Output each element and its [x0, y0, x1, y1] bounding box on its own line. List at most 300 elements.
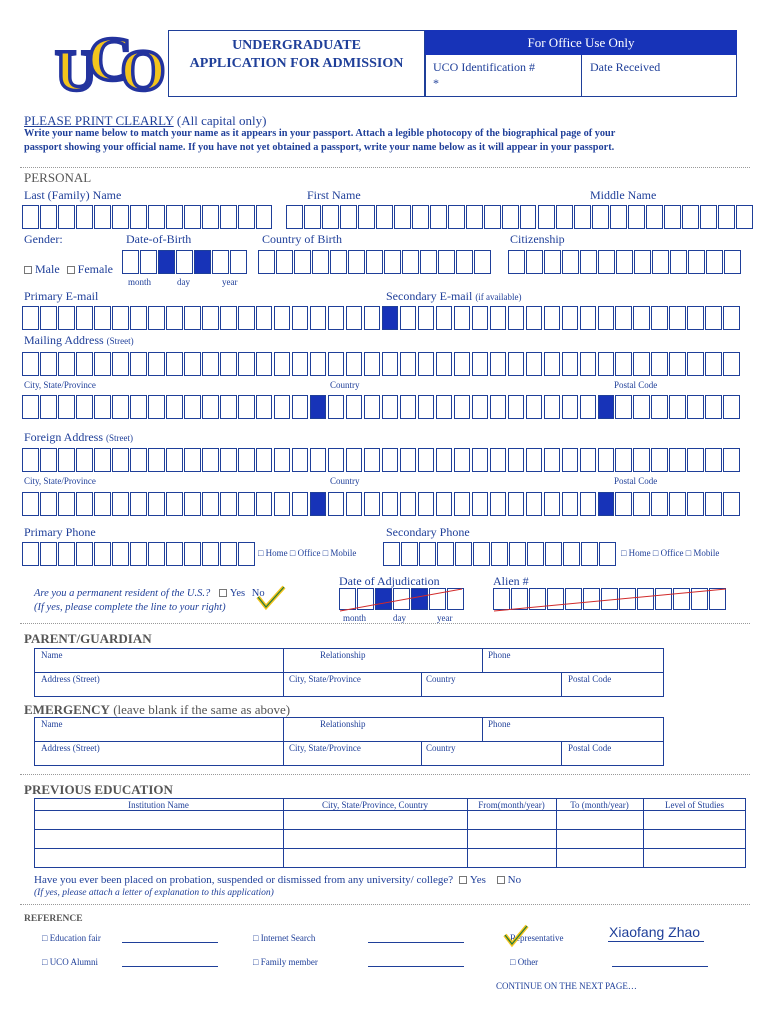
char-box[interactable]: [723, 448, 740, 472]
char-box[interactable]: [526, 448, 543, 472]
char-box[interactable]: [202, 542, 219, 566]
char-box[interactable]: [670, 250, 687, 274]
char-box[interactable]: [166, 542, 183, 566]
char-box[interactable]: [364, 306, 381, 330]
char-box[interactable]: [723, 352, 740, 376]
char-box[interactable]: [256, 448, 273, 472]
char-box[interactable]: [256, 492, 273, 516]
representative-name[interactable]: Xiaofang Zhao: [609, 924, 701, 940]
char-box[interactable]: [274, 448, 291, 472]
char-box[interactable]: [322, 205, 339, 229]
dob-boxes[interactable]: [122, 250, 248, 274]
char-box[interactable]: [454, 448, 471, 472]
char-box[interactable]: [687, 395, 704, 419]
char-box[interactable]: [40, 395, 57, 419]
char-box[interactable]: [310, 448, 327, 472]
char-box[interactable]: [76, 352, 93, 376]
char-box[interactable]: [382, 492, 399, 516]
char-box[interactable]: [184, 205, 201, 229]
char-box[interactable]: [400, 448, 417, 472]
char-box[interactable]: [718, 205, 735, 229]
char-box[interactable]: [382, 306, 399, 330]
char-box[interactable]: [508, 448, 525, 472]
char-box[interactable]: [382, 352, 399, 376]
char-box[interactable]: [304, 205, 321, 229]
char-box[interactable]: [687, 352, 704, 376]
char-box[interactable]: [430, 205, 447, 229]
char-box[interactable]: [687, 448, 704, 472]
char-box[interactable]: [76, 542, 93, 566]
char-box[interactable]: [615, 448, 632, 472]
char-box[interactable]: [472, 306, 489, 330]
char-box[interactable]: [705, 352, 722, 376]
perm-yes-checkbox[interactable]: [219, 589, 227, 597]
char-box[interactable]: [292, 395, 309, 419]
char-box[interactable]: [310, 306, 327, 330]
char-box[interactable]: [382, 395, 399, 419]
char-box[interactable]: [436, 352, 453, 376]
char-box[interactable]: [148, 352, 165, 376]
char-box[interactable]: [491, 542, 508, 566]
char-box[interactable]: [40, 448, 57, 472]
char-box[interactable]: [130, 542, 147, 566]
char-box[interactable]: [418, 448, 435, 472]
char-box[interactable]: [112, 352, 129, 376]
char-box[interactable]: [22, 542, 39, 566]
char-box[interactable]: [723, 492, 740, 516]
char-box[interactable]: [148, 448, 165, 472]
char-box[interactable]: [646, 205, 663, 229]
char-box[interactable]: [112, 448, 129, 472]
char-box[interactable]: [400, 352, 417, 376]
char-box[interactable]: [633, 352, 650, 376]
char-box[interactable]: [544, 306, 561, 330]
char-box[interactable]: [562, 306, 579, 330]
char-box[interactable]: [94, 306, 111, 330]
ref-education-fair-line[interactable]: [122, 933, 218, 943]
char-box[interactable]: [490, 352, 507, 376]
char-box[interactable]: [340, 205, 357, 229]
char-box[interactable]: [58, 395, 75, 419]
char-box[interactable]: [40, 306, 57, 330]
char-box[interactable]: [274, 492, 291, 516]
char-box[interactable]: [230, 250, 247, 274]
char-box[interactable]: [651, 395, 668, 419]
char-box[interactable]: [562, 250, 579, 274]
char-box[interactable]: [580, 448, 597, 472]
char-box[interactable]: [364, 395, 381, 419]
char-box[interactable]: [508, 352, 525, 376]
char-box[interactable]: [454, 306, 471, 330]
char-box[interactable]: [562, 395, 579, 419]
char-box[interactable]: [256, 205, 273, 229]
country-birth-boxes[interactable]: [258, 250, 492, 274]
char-box[interactable]: [58, 542, 75, 566]
ref-education-fair-checkbox[interactable]: □: [42, 933, 50, 943]
char-box[interactable]: [651, 492, 668, 516]
char-box[interactable]: [202, 395, 219, 419]
char-box[interactable]: [184, 492, 201, 516]
char-box[interactable]: [419, 542, 436, 566]
foreign-city-boxes[interactable]: [22, 492, 741, 516]
char-box[interactable]: [664, 205, 681, 229]
char-box[interactable]: [651, 352, 668, 376]
char-box[interactable]: [286, 205, 303, 229]
char-box[interactable]: [94, 395, 111, 419]
char-box[interactable]: [202, 306, 219, 330]
char-box[interactable]: [508, 395, 525, 419]
char-box[interactable]: [176, 250, 193, 274]
char-box[interactable]: [455, 542, 472, 566]
char-box[interactable]: [22, 205, 39, 229]
ref-family-checkbox[interactable]: □: [253, 957, 261, 967]
char-box[interactable]: [402, 250, 419, 274]
char-box[interactable]: [130, 306, 147, 330]
char-box[interactable]: [276, 250, 293, 274]
char-box[interactable]: [418, 306, 435, 330]
mailing-city-boxes[interactable]: [22, 395, 741, 419]
char-box[interactable]: [616, 250, 633, 274]
char-box[interactable]: [238, 542, 255, 566]
char-box[interactable]: [490, 306, 507, 330]
char-box[interactable]: [634, 250, 651, 274]
char-box[interactable]: [166, 492, 183, 516]
char-box[interactable]: [220, 542, 237, 566]
char-box[interactable]: [454, 492, 471, 516]
char-box[interactable]: [490, 448, 507, 472]
char-box[interactable]: [212, 250, 229, 274]
char-box[interactable]: [148, 306, 165, 330]
char-box[interactable]: [166, 448, 183, 472]
char-box[interactable]: [184, 395, 201, 419]
char-box[interactable]: [706, 250, 723, 274]
char-box[interactable]: [562, 492, 579, 516]
char-box[interactable]: [184, 448, 201, 472]
char-box[interactable]: [292, 352, 309, 376]
char-box[interactable]: [490, 492, 507, 516]
ref-internet-checkbox[interactable]: □: [253, 933, 261, 943]
char-box[interactable]: [112, 395, 129, 419]
ref-alumni-line[interactable]: [122, 957, 218, 967]
char-box[interactable]: [436, 306, 453, 330]
char-box[interactable]: [148, 395, 165, 419]
secondary-phone-boxes[interactable]: [383, 542, 617, 566]
char-box[interactable]: [220, 492, 237, 516]
char-box[interactable]: [346, 395, 363, 419]
char-box[interactable]: [669, 448, 686, 472]
char-box[interactable]: [166, 306, 183, 330]
char-box[interactable]: [400, 395, 417, 419]
char-box[interactable]: [94, 352, 111, 376]
char-box[interactable]: [580, 306, 597, 330]
char-box[interactable]: [384, 250, 401, 274]
char-box[interactable]: [472, 395, 489, 419]
char-box[interactable]: [274, 395, 291, 419]
char-box[interactable]: [490, 395, 507, 419]
char-box[interactable]: [364, 448, 381, 472]
char-box[interactable]: [669, 306, 686, 330]
char-box[interactable]: [615, 492, 632, 516]
char-box[interactable]: [615, 352, 632, 376]
primary-phone-boxes[interactable]: [22, 542, 256, 566]
char-box[interactable]: [330, 250, 347, 274]
char-box[interactable]: [598, 352, 615, 376]
char-box[interactable]: [581, 542, 598, 566]
char-box[interactable]: [437, 542, 454, 566]
char-box[interactable]: [202, 492, 219, 516]
char-box[interactable]: [122, 250, 139, 274]
char-box[interactable]: [454, 395, 471, 419]
char-box[interactable]: [472, 492, 489, 516]
char-box[interactable]: [310, 492, 327, 516]
char-box[interactable]: [615, 395, 632, 419]
char-box[interactable]: [526, 352, 543, 376]
char-box[interactable]: [40, 542, 57, 566]
char-box[interactable]: [400, 492, 417, 516]
char-box[interactable]: [682, 205, 699, 229]
char-box[interactable]: [256, 306, 273, 330]
char-box[interactable]: [508, 250, 525, 274]
char-box[interactable]: [220, 205, 237, 229]
char-box[interactable]: [556, 205, 573, 229]
char-box[interactable]: [580, 492, 597, 516]
char-box[interactable]: [520, 205, 537, 229]
char-box[interactable]: [598, 395, 615, 419]
char-box[interactable]: [94, 542, 111, 566]
char-box[interactable]: [592, 205, 609, 229]
char-box[interactable]: [456, 250, 473, 274]
char-box[interactable]: [76, 395, 93, 419]
char-box[interactable]: [346, 448, 363, 472]
char-box[interactable]: [544, 250, 561, 274]
char-box[interactable]: [633, 448, 650, 472]
char-box[interactable]: [436, 448, 453, 472]
char-box[interactable]: [376, 205, 393, 229]
char-box[interactable]: [94, 492, 111, 516]
char-box[interactable]: [22, 306, 39, 330]
char-box[interactable]: [346, 492, 363, 516]
char-box[interactable]: [94, 205, 111, 229]
probation-no-checkbox[interactable]: [497, 876, 505, 884]
char-box[interactable]: [58, 448, 75, 472]
char-box[interactable]: [58, 306, 75, 330]
char-box[interactable]: [238, 352, 255, 376]
char-box[interactable]: [364, 352, 381, 376]
mailing-street-boxes[interactable]: [22, 352, 741, 376]
char-box[interactable]: [292, 306, 309, 330]
ref-alumni-checkbox[interactable]: □: [42, 957, 50, 967]
char-box[interactable]: [544, 395, 561, 419]
char-box[interactable]: [292, 492, 309, 516]
char-box[interactable]: [580, 352, 597, 376]
char-box[interactable]: [94, 448, 111, 472]
primary-phone-types[interactable]: □ Home □ Office □ Mobile: [258, 548, 357, 558]
char-box[interactable]: [184, 352, 201, 376]
char-box[interactable]: [166, 395, 183, 419]
char-box[interactable]: [312, 250, 329, 274]
char-box[interactable]: [502, 205, 519, 229]
char-box[interactable]: [22, 352, 39, 376]
middle-name-boxes[interactable]: [538, 205, 754, 229]
char-box[interactable]: [58, 352, 75, 376]
char-box[interactable]: [40, 352, 57, 376]
char-box[interactable]: [238, 395, 255, 419]
char-box[interactable]: [472, 448, 489, 472]
char-box[interactable]: [580, 250, 597, 274]
char-box[interactable]: [346, 352, 363, 376]
char-box[interactable]: [580, 395, 597, 419]
char-box[interactable]: [736, 205, 753, 229]
char-box[interactable]: [466, 205, 483, 229]
char-box[interactable]: [544, 352, 561, 376]
char-box[interactable]: [184, 542, 201, 566]
char-box[interactable]: [418, 492, 435, 516]
char-box[interactable]: [598, 306, 615, 330]
char-box[interactable]: [688, 250, 705, 274]
char-box[interactable]: [669, 492, 686, 516]
char-box[interactable]: [544, 492, 561, 516]
char-box[interactable]: [705, 448, 722, 472]
char-box[interactable]: [166, 205, 183, 229]
char-box[interactable]: [526, 250, 543, 274]
char-box[interactable]: [256, 395, 273, 419]
char-box[interactable]: [394, 205, 411, 229]
char-box[interactable]: [202, 205, 219, 229]
char-box[interactable]: [544, 448, 561, 472]
char-box[interactable]: [358, 205, 375, 229]
char-box[interactable]: [651, 306, 668, 330]
char-box[interactable]: [401, 542, 418, 566]
char-box[interactable]: [615, 306, 632, 330]
char-box[interactable]: [526, 492, 543, 516]
char-box[interactable]: [130, 395, 147, 419]
char-box[interactable]: [76, 448, 93, 472]
char-box[interactable]: [112, 306, 129, 330]
char-box[interactable]: [526, 306, 543, 330]
char-box[interactable]: [274, 306, 291, 330]
probation-yes-checkbox[interactable]: [459, 876, 467, 884]
char-box[interactable]: [598, 492, 615, 516]
char-box[interactable]: [412, 205, 429, 229]
char-box[interactable]: [112, 492, 129, 516]
char-box[interactable]: [687, 306, 704, 330]
secondary-phone-types[interactable]: □ Home □ Office □ Mobile: [621, 548, 720, 558]
char-box[interactable]: [158, 250, 175, 274]
char-box[interactable]: [258, 250, 275, 274]
char-box[interactable]: [633, 306, 650, 330]
char-box[interactable]: [346, 306, 363, 330]
female-checkbox[interactable]: [67, 266, 75, 274]
char-box[interactable]: [562, 448, 579, 472]
last-name-boxes[interactable]: [22, 205, 274, 229]
char-box[interactable]: [538, 205, 555, 229]
char-box[interactable]: [76, 306, 93, 330]
char-box[interactable]: [202, 352, 219, 376]
citizenship-boxes[interactable]: [508, 250, 742, 274]
char-box[interactable]: [509, 542, 526, 566]
char-box[interactable]: [473, 542, 490, 566]
char-box[interactable]: [310, 395, 327, 419]
char-box[interactable]: [130, 448, 147, 472]
char-box[interactable]: [599, 542, 616, 566]
char-box[interactable]: [292, 448, 309, 472]
char-box[interactable]: [474, 250, 491, 274]
char-box[interactable]: [526, 395, 543, 419]
char-box[interactable]: [562, 352, 579, 376]
char-box[interactable]: [598, 448, 615, 472]
char-box[interactable]: [238, 205, 255, 229]
char-box[interactable]: [651, 448, 668, 472]
char-box[interactable]: [166, 352, 183, 376]
char-box[interactable]: [58, 205, 75, 229]
char-box[interactable]: [184, 306, 201, 330]
char-box[interactable]: [420, 250, 437, 274]
char-box[interactable]: [705, 306, 722, 330]
char-box[interactable]: [633, 395, 650, 419]
char-box[interactable]: [22, 395, 39, 419]
char-box[interactable]: [274, 352, 291, 376]
char-box[interactable]: [438, 250, 455, 274]
char-box[interactable]: [220, 306, 237, 330]
char-box[interactable]: [364, 492, 381, 516]
char-box[interactable]: [382, 448, 399, 472]
char-box[interactable]: [130, 492, 147, 516]
char-box[interactable]: [238, 492, 255, 516]
char-box[interactable]: [628, 205, 645, 229]
char-box[interactable]: [436, 395, 453, 419]
char-box[interactable]: [669, 395, 686, 419]
char-box[interactable]: [112, 542, 129, 566]
char-box[interactable]: [705, 395, 722, 419]
char-box[interactable]: [220, 395, 237, 419]
char-box[interactable]: [574, 205, 591, 229]
char-box[interactable]: [294, 250, 311, 274]
char-box[interactable]: [310, 352, 327, 376]
char-box[interactable]: [220, 448, 237, 472]
char-box[interactable]: [610, 205, 627, 229]
char-box[interactable]: [140, 250, 157, 274]
char-box[interactable]: [633, 492, 650, 516]
char-box[interactable]: [418, 395, 435, 419]
char-box[interactable]: [148, 205, 165, 229]
char-box[interactable]: [723, 395, 740, 419]
char-box[interactable]: [130, 205, 147, 229]
char-box[interactable]: [383, 542, 400, 566]
char-box[interactable]: [448, 205, 465, 229]
char-box[interactable]: [194, 250, 211, 274]
first-name-boxes[interactable]: [286, 205, 538, 229]
char-box[interactable]: [76, 205, 93, 229]
male-checkbox[interactable]: [24, 266, 32, 274]
char-box[interactable]: [366, 250, 383, 274]
char-box[interactable]: [454, 352, 471, 376]
char-box[interactable]: [112, 205, 129, 229]
char-box[interactable]: [418, 352, 435, 376]
char-box[interactable]: [328, 306, 345, 330]
char-box[interactable]: [256, 352, 273, 376]
char-box[interactable]: [40, 205, 57, 229]
char-box[interactable]: [328, 395, 345, 419]
char-box[interactable]: [348, 250, 365, 274]
foreign-street-boxes[interactable]: [22, 448, 741, 472]
char-box[interactable]: [723, 306, 740, 330]
char-box[interactable]: [22, 448, 39, 472]
char-box[interactable]: [130, 352, 147, 376]
ref-other-line[interactable]: [612, 957, 708, 967]
char-box[interactable]: [238, 306, 255, 330]
char-box[interactable]: [202, 448, 219, 472]
char-box[interactable]: [40, 492, 57, 516]
